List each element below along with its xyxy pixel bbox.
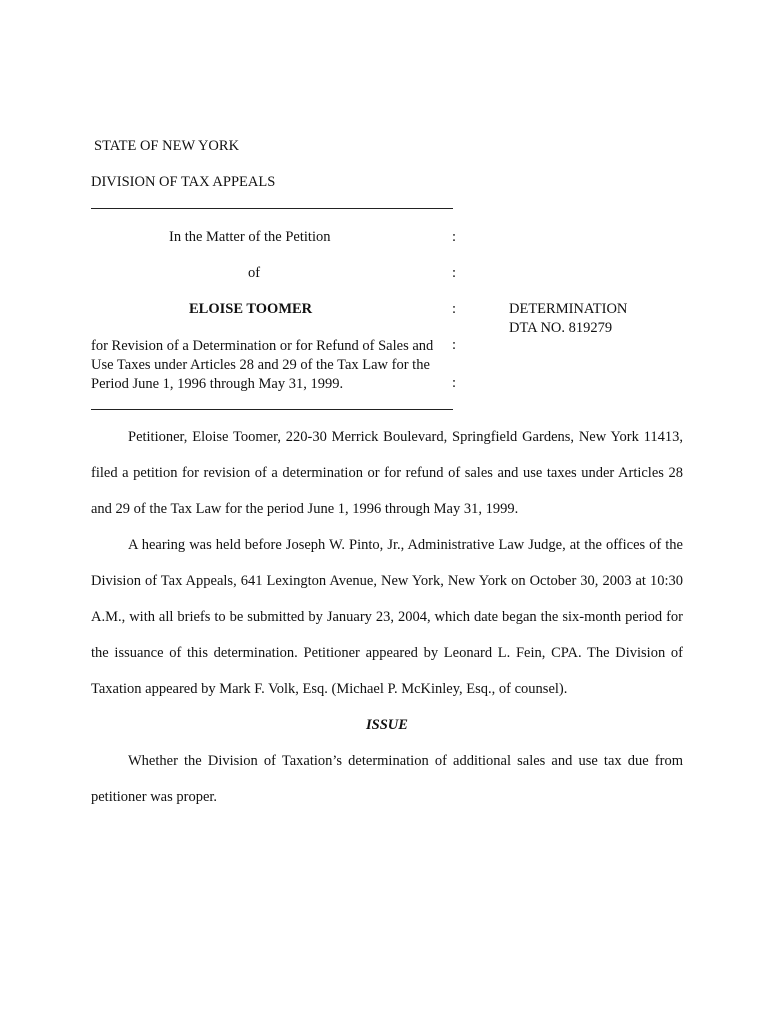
paragraph-hearing: A hearing was held before Joseph W. Pinto, Jr., Administrative Law Judge, at the offices of the Division of Tax Appeals, 641 Lexington Avenue, New York, New York on October 30, 2003 at 10:30 A.M., with all briefs to be submitted by January 23, 2004, which date began the six-month period for the issuance of this determination. Petitioner appeared by Leonard L. Fein, CPA. The Division of Taxation appeared by Mark F. Volk, Esq. (Michael P. McKinley, Esq., of counsel). <box>91 537 683 697</box>
revision-line-2: Use Taxes under Articles 28 and 29 of the Tax Law for the <box>91 357 430 373</box>
paragraph-issue: Whether the Division of Taxation’s determination of additional sales and use tax due from petitioner was proper. <box>91 753 683 805</box>
of-line: of <box>248 265 261 281</box>
matter-line: In the Matter of the Petition <box>169 229 331 245</box>
determination-label: DETERMINATION <box>509 301 628 317</box>
issue-heading-wrap <box>91 707 683 743</box>
caption-colon-3: : <box>452 301 457 317</box>
caption-colon-2: : <box>452 265 457 281</box>
caption-bottom-rule <box>91 409 453 410</box>
paragraph-petition: Petitioner, Eloise Toomer, 220-30 Merrick Boulevard, Springfield Gardens, New York 11413, filed a petition for revision of a determination or for refund of sales and use taxes under Articles 28 and 29 of the Tax Law for the period June 1, 1996 through May 31, 1999. <box>91 429 683 517</box>
caption-top-rule <box>91 208 453 209</box>
caption-colon-4: : <box>452 337 457 353</box>
division-heading: DIVISION OF TAX APPEALS <box>91 174 276 190</box>
state-heading: STATE OF NEW YORK <box>94 138 240 154</box>
caption-colon-1: : <box>452 229 457 245</box>
revision-line-3: Period June 1, 1996 through May 31, 1999. <box>91 376 344 392</box>
body-text <box>91 419 683 815</box>
dta-number: DTA NO. 819279 <box>509 320 613 336</box>
revision-line-1: for Revision of a Determination or for Refund of Sales and <box>91 338 434 354</box>
petitioner-name: ELOISE TOOMER <box>189 301 313 317</box>
caption-colon-5: : <box>452 375 457 391</box>
issue-heading: ISSUE <box>366 717 408 733</box>
